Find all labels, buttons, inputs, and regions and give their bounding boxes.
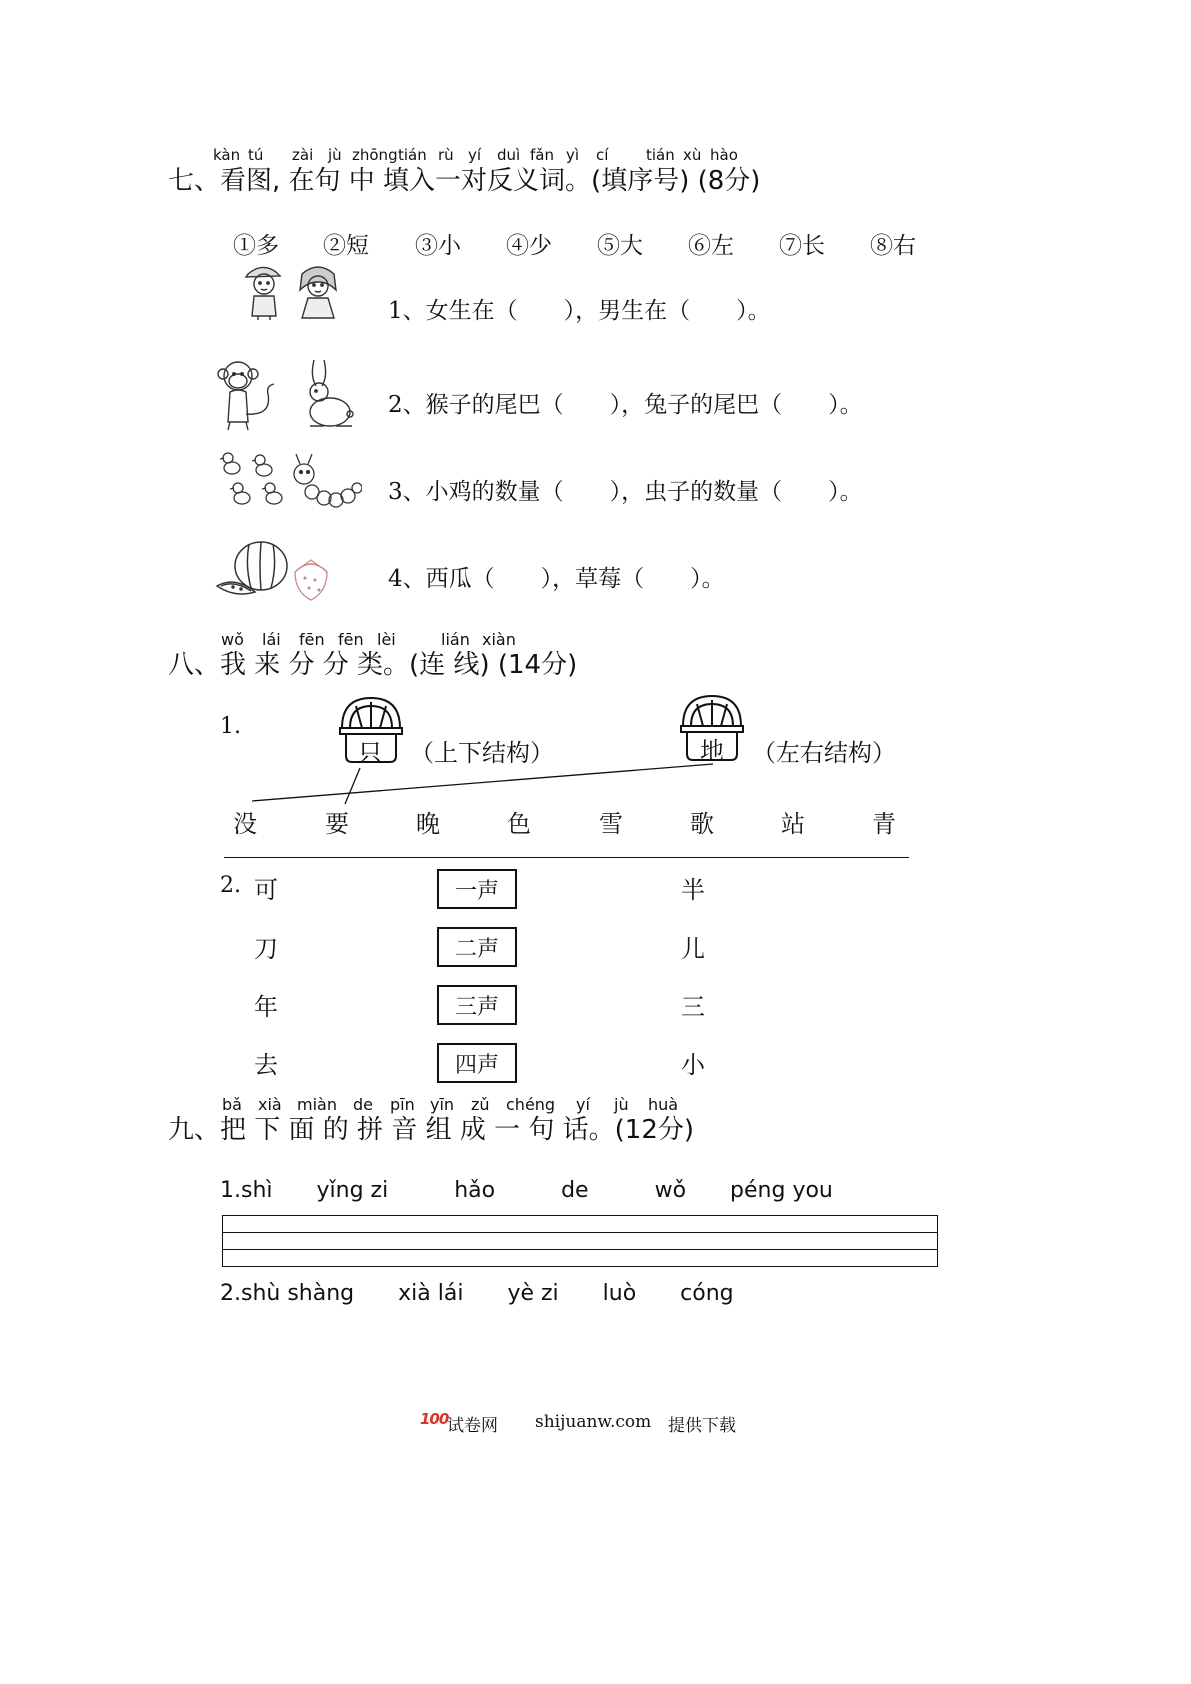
option-4: ④少 <box>506 233 552 259</box>
pinyin-tian2: tián <box>646 146 675 164</box>
pinyin-tu: tú <box>248 146 264 164</box>
pinyin-yi3: yí <box>576 1095 590 1114</box>
site-name: 试卷网 <box>447 1416 498 1436</box>
option-6: ⑥左 <box>688 233 734 259</box>
char-6[interactable]: 歌 <box>690 810 714 838</box>
divider-line <box>224 857 909 858</box>
pinyin-fen2: fēn <box>338 630 364 649</box>
basket1-char: 只 <box>358 739 382 767</box>
writing-line-2 <box>223 1249 937 1250</box>
option-1: ①多 <box>233 233 279 259</box>
pinyin-lai: lái <box>262 630 281 649</box>
q2-label: 2. <box>220 873 241 898</box>
site-url[interactable]: shijuanw.com <box>535 1412 652 1432</box>
char-8[interactable]: 青 <box>872 810 896 838</box>
download-note: 提供下载 <box>668 1416 736 1436</box>
pinyin-dui: duì <box>497 146 521 164</box>
sentence-1: 1、女生在（ ），男生在（ ）。 <box>388 298 771 324</box>
option-3: ③小 <box>415 233 461 259</box>
pinyin-xu: xù <box>683 146 702 164</box>
sentence-3: 3、小鸡的数量（ ），虫子的数量（ ）。 <box>388 479 863 505</box>
right-char-1[interactable]: 半 <box>681 876 705 904</box>
section9-title: 九、把 下 面 的 拼 音 组 成 一 句 话。(12分) <box>168 1115 695 1145</box>
char-3[interactable]: 晚 <box>416 810 440 838</box>
pinyin-wo: wǒ <box>221 630 244 649</box>
pinyin-mian: miàn <box>297 1095 337 1114</box>
pinyin-zai: zài <box>292 146 314 164</box>
q1-pinyin: 1.shì yǐng zi hǎo de wǒ péng you <box>220 1178 833 1203</box>
pinyin-lian: lián <box>441 630 470 649</box>
right-char-3[interactable]: 三 <box>681 993 705 1021</box>
sentence-4: 4、西瓜（ ），草莓（ ）。 <box>388 566 725 592</box>
pinyin-yin: yīn <box>430 1095 455 1114</box>
pinyin-fen: fēn <box>299 630 325 649</box>
char-7[interactable]: 站 <box>781 810 805 838</box>
pinyin-tian: tián <box>398 146 427 164</box>
char-5[interactable]: 雪 <box>599 810 623 838</box>
char-4[interactable]: 色 <box>507 810 531 838</box>
tone-box-1[interactable]: 一声 <box>437 869 517 909</box>
pinyin-cheng: chéng <box>506 1095 556 1114</box>
writing-line-1 <box>223 1232 937 1233</box>
pinyin-lei: lèi <box>377 630 396 649</box>
pinyin-xian: xiàn <box>482 630 516 649</box>
option-5: ⑤大 <box>597 233 643 259</box>
char-2[interactable]: 要 <box>325 810 349 838</box>
tone-box-2[interactable]: 二声 <box>437 927 517 967</box>
section7-title: 七、看图, 在句 中 填入一对反义词。(填序号) (8分) <box>168 166 761 196</box>
pinyin-zhong: zhōng <box>352 146 398 164</box>
pinyin-de: de <box>353 1095 373 1114</box>
tone-box-4[interactable]: 四声 <box>437 1043 517 1083</box>
pinyin-ju2: jù <box>614 1095 629 1114</box>
basket2-char: 地 <box>700 737 724 765</box>
tone-box-3[interactable]: 三声 <box>437 985 517 1025</box>
left-char-2[interactable]: 刀 <box>254 935 278 963</box>
q2-pinyin: 2.shù shàng xià lái yè zi luò cóng <box>220 1281 734 1306</box>
pinyin-zu: zǔ <box>471 1095 490 1114</box>
pinyin-hua: huà <box>648 1095 679 1114</box>
right-char-4[interactable]: 小 <box>681 1051 705 1079</box>
pinyin-ba: bǎ <box>222 1095 242 1114</box>
pinyin-hao: hào <box>710 146 738 164</box>
basket2-label: （左右结构） <box>752 739 896 767</box>
option-8: ⑧右 <box>870 233 916 259</box>
pinyin-ru: rù <box>438 146 454 164</box>
section8-title: 八、我 来 分 分 类。(连 线) (14分) <box>168 650 578 680</box>
pinyin-pin: pīn <box>390 1095 415 1114</box>
pinyin-yi2: yì <box>566 146 580 164</box>
option-7: ⑦长 <box>779 233 825 259</box>
option-2: ②短 <box>323 233 369 259</box>
right-char-2[interactable]: 儿 <box>681 935 705 963</box>
pinyin-yi: yí <box>468 146 482 164</box>
sentence-2: 2、猴子的尾巴（ ），兔子的尾巴（ ）。 <box>388 392 863 418</box>
pinyin-fan: fǎn <box>530 146 554 164</box>
writing-area[interactable] <box>222 1215 938 1267</box>
pinyin-ci: cí <box>596 146 609 164</box>
pinyin-kan: kàn <box>213 146 241 164</box>
pinyin-xia: xià <box>258 1095 282 1114</box>
left-char-3[interactable]: 年 <box>254 993 278 1021</box>
q1-label: 1. <box>220 714 241 739</box>
left-char-1[interactable]: 可 <box>254 876 278 904</box>
pinyin-ju: jù <box>328 146 342 164</box>
basket1-label: （上下结构） <box>410 739 554 767</box>
site-logo: 100 <box>420 1410 449 1428</box>
char-1[interactable]: 没 <box>233 810 257 838</box>
left-char-4[interactable]: 去 <box>254 1051 278 1079</box>
